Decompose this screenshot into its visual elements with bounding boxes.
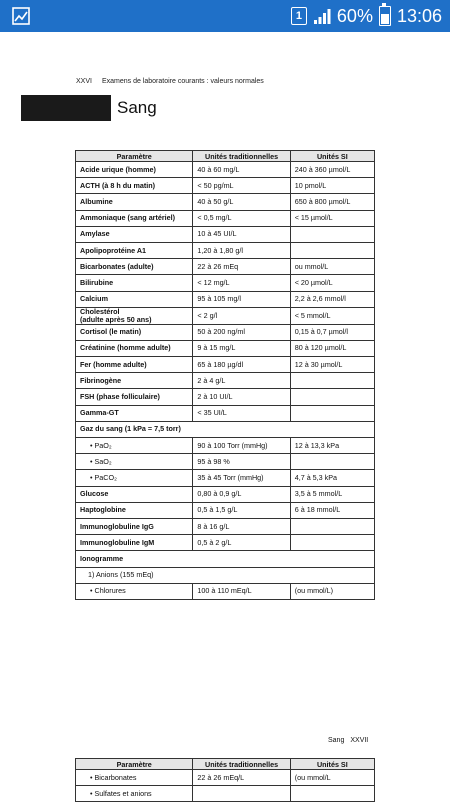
running-head-text: Examens de laboratoire courants : valeurs normales [101, 78, 264, 85]
cell-traditional: 95 à 98 % [193, 454, 290, 470]
table-row [76, 770, 375, 786]
cell-parameter: Fer (homme adulte) [76, 357, 193, 373]
cell-parameter: Bicarbonates (adulte) [76, 259, 193, 275]
running-head [76, 78, 264, 85]
page-number: XXVII [350, 737, 369, 744]
cell-traditional [193, 786, 290, 802]
cell-parameter: Immunoglobuline IgM [76, 535, 193, 551]
cell-si: 4,7 à 5,3 kPa [290, 470, 374, 486]
page-number: XXVI [76, 78, 92, 85]
cell-si [290, 405, 374, 421]
cell-parameter: Gaz du sang (1 kPa = 7,5 torr) [76, 421, 375, 437]
lab-values-table [75, 150, 375, 600]
cell-traditional: 0,80 à 0,9 g/L [193, 486, 290, 502]
cell-si [290, 454, 374, 470]
cell-parameter: Ionogramme [76, 551, 375, 567]
table-row [76, 502, 375, 518]
cell-traditional: 50 à 200 ng/ml [193, 324, 290, 340]
table-row [76, 194, 375, 210]
cell-si [290, 373, 374, 389]
cell-si: < 15 µmol/L [290, 210, 374, 226]
table-row [76, 291, 375, 307]
cell-traditional: < 50 pg/mL [193, 178, 290, 194]
col-header-si: Unités SI [290, 759, 374, 770]
table-row [76, 259, 375, 275]
table-row [76, 583, 375, 599]
section-title: Sang [117, 98, 157, 117]
running-head-text: Sang [328, 737, 345, 744]
cell-parameter: Albumine [76, 194, 193, 210]
cell-parameter: FSH (phase folliculaire) [76, 389, 193, 405]
cell-traditional: 9 à 15 mg/L [193, 340, 290, 356]
signal-icon [313, 7, 331, 25]
cell-traditional: < 35 UI/L [193, 405, 290, 421]
cell-si: (ou mmol/L [290, 770, 374, 786]
cell-traditional: < 12 mg/L [193, 275, 290, 291]
sim-icon: 1 [291, 7, 307, 25]
cell-parameter: 1) Anions (155 mEq) [76, 567, 375, 583]
table-header-row [76, 759, 375, 770]
battery-icon [379, 6, 391, 26]
col-header-traditional: Unités traditionnelles [193, 759, 290, 770]
cell-parameter: Cortisol (le matin) [76, 324, 193, 340]
cell-parameter: • SaO₂ [76, 454, 193, 470]
cell-parameter: Gamma-GT [76, 405, 193, 421]
table-row [76, 405, 375, 421]
cell-parameter: • Sulfates et anions [76, 786, 193, 802]
table-row [76, 421, 375, 437]
cell-parameter: Apolipoprotéine A1 [76, 242, 193, 258]
table-row [76, 470, 375, 486]
cell-parameter: Bilirubine [76, 275, 193, 291]
cell-parameter: • Chlorures [76, 583, 193, 599]
cell-parameter: Calcium [76, 291, 193, 307]
table-row [76, 307, 375, 324]
table-header-row [76, 151, 375, 162]
cell-si: < 5 mmol/L [290, 307, 374, 324]
cell-traditional: 22 à 26 mEq [193, 259, 290, 275]
cell-traditional: 40 à 60 mg/L [193, 162, 290, 178]
cell-si: 10 pmol/L [290, 178, 374, 194]
table-row [76, 486, 375, 502]
table-row [76, 535, 375, 551]
cell-parameter: Acide urique (homme) [76, 162, 193, 178]
table-row [76, 226, 375, 242]
table-row [76, 210, 375, 226]
cell-traditional: 2 à 10 UI/L [193, 389, 290, 405]
cell-si [290, 226, 374, 242]
cell-si [290, 535, 374, 551]
table-row [76, 162, 375, 178]
section-marker [21, 95, 111, 121]
cell-si: 12 à 13,3 kPa [290, 438, 374, 454]
cell-si [290, 389, 374, 405]
cell-parameter: Créatinine (homme adulte) [76, 340, 193, 356]
cell-traditional: 10 à 45 UI/L [193, 226, 290, 242]
cell-traditional: 22 à 26 mEq/L [193, 770, 290, 786]
cell-si [290, 786, 374, 802]
table-row [76, 178, 375, 194]
table-row [76, 275, 375, 291]
table-row [76, 518, 375, 534]
table-row [76, 438, 375, 454]
table-row [76, 242, 375, 258]
cell-parameter: Glucose [76, 486, 193, 502]
cell-traditional: < 0,5 mg/L [193, 210, 290, 226]
cell-parameter: Ammoniaque (sang artériel) [76, 210, 193, 226]
cell-traditional: 0,5 à 2 g/L [193, 535, 290, 551]
cell-si: 3,5 à 5 mmol/L [290, 486, 374, 502]
table-row [76, 357, 375, 373]
cell-traditional: 100 à 110 mEq/L [193, 583, 290, 599]
document-page[interactable] [0, 32, 450, 800]
cell-parameter: Cholestérol (adulte après 50 ans) [76, 307, 193, 324]
col-header-traditional: Unités traditionnelles [193, 151, 290, 162]
battery-percent: 60% [336, 5, 373, 26]
lab-values-table-page2 [75, 758, 375, 802]
cell-si: (ou mmol/L) [290, 583, 374, 599]
col-header-parameter: Paramètre [76, 151, 193, 162]
table-row [76, 389, 375, 405]
cell-si: 650 à 800 µmol/L [290, 194, 374, 210]
cell-si: < 20 µmol/L [290, 275, 374, 291]
cell-si: 6 à 18 mmol/L [290, 502, 374, 518]
cell-traditional: 95 à 105 mg/l [193, 291, 290, 307]
table-row [76, 454, 375, 470]
table-row [76, 373, 375, 389]
table-row [76, 324, 375, 340]
col-header-parameter: Paramètre [76, 759, 193, 770]
running-head-page2 [328, 737, 368, 744]
table-row [76, 567, 375, 583]
table-row [76, 551, 375, 567]
cell-traditional: 2 à 4 g/L [193, 373, 290, 389]
cell-traditional: 90 à 100 Torr (mmHg) [193, 438, 290, 454]
cell-traditional: 8 à 16 g/L [193, 518, 290, 534]
cell-si [290, 242, 374, 258]
table-row [76, 340, 375, 356]
cell-traditional: 40 à 50 g/L [193, 194, 290, 210]
cell-parameter: • PaCO₂ [76, 470, 193, 486]
cell-traditional: < 2 g/l [193, 307, 290, 324]
cell-traditional: 35 à 45 Torr (mmHg) [193, 470, 290, 486]
cell-parameter: ACTH (à 8 h du matin) [76, 178, 193, 194]
cell-si [290, 518, 374, 534]
cell-si: ou mmol/L [290, 259, 374, 275]
cell-parameter: Immunoglobuline IgG [76, 518, 193, 534]
cell-parameter: • Bicarbonates [76, 770, 193, 786]
cell-si: 0,15 à 0,7 µmol/l [290, 324, 374, 340]
cell-si: 2,2 à 2,6 mmol/l [290, 291, 374, 307]
cell-parameter: Amylase [76, 226, 193, 242]
cell-traditional: 1,20 à 1,80 g/l [193, 242, 290, 258]
gallery-icon [12, 7, 30, 25]
cell-si: 240 à 360 µmol/L [290, 162, 374, 178]
cell-parameter: Haptoglobine [76, 502, 193, 518]
cell-traditional: 65 à 180 µg/dl [193, 357, 290, 373]
cell-parameter: • PaO₂ [76, 438, 193, 454]
cell-parameter: Fibrinogène [76, 373, 193, 389]
status-bar [0, 0, 450, 32]
col-header-si: Unités SI [290, 151, 374, 162]
table-row [76, 786, 375, 802]
clock: 13:06 [396, 5, 442, 26]
cell-si: 12 à 30 µmol/L [290, 357, 374, 373]
cell-traditional: 0,5 à 1,5 g/L [193, 502, 290, 518]
cell-si: 80 à 120 µmol/L [290, 340, 374, 356]
